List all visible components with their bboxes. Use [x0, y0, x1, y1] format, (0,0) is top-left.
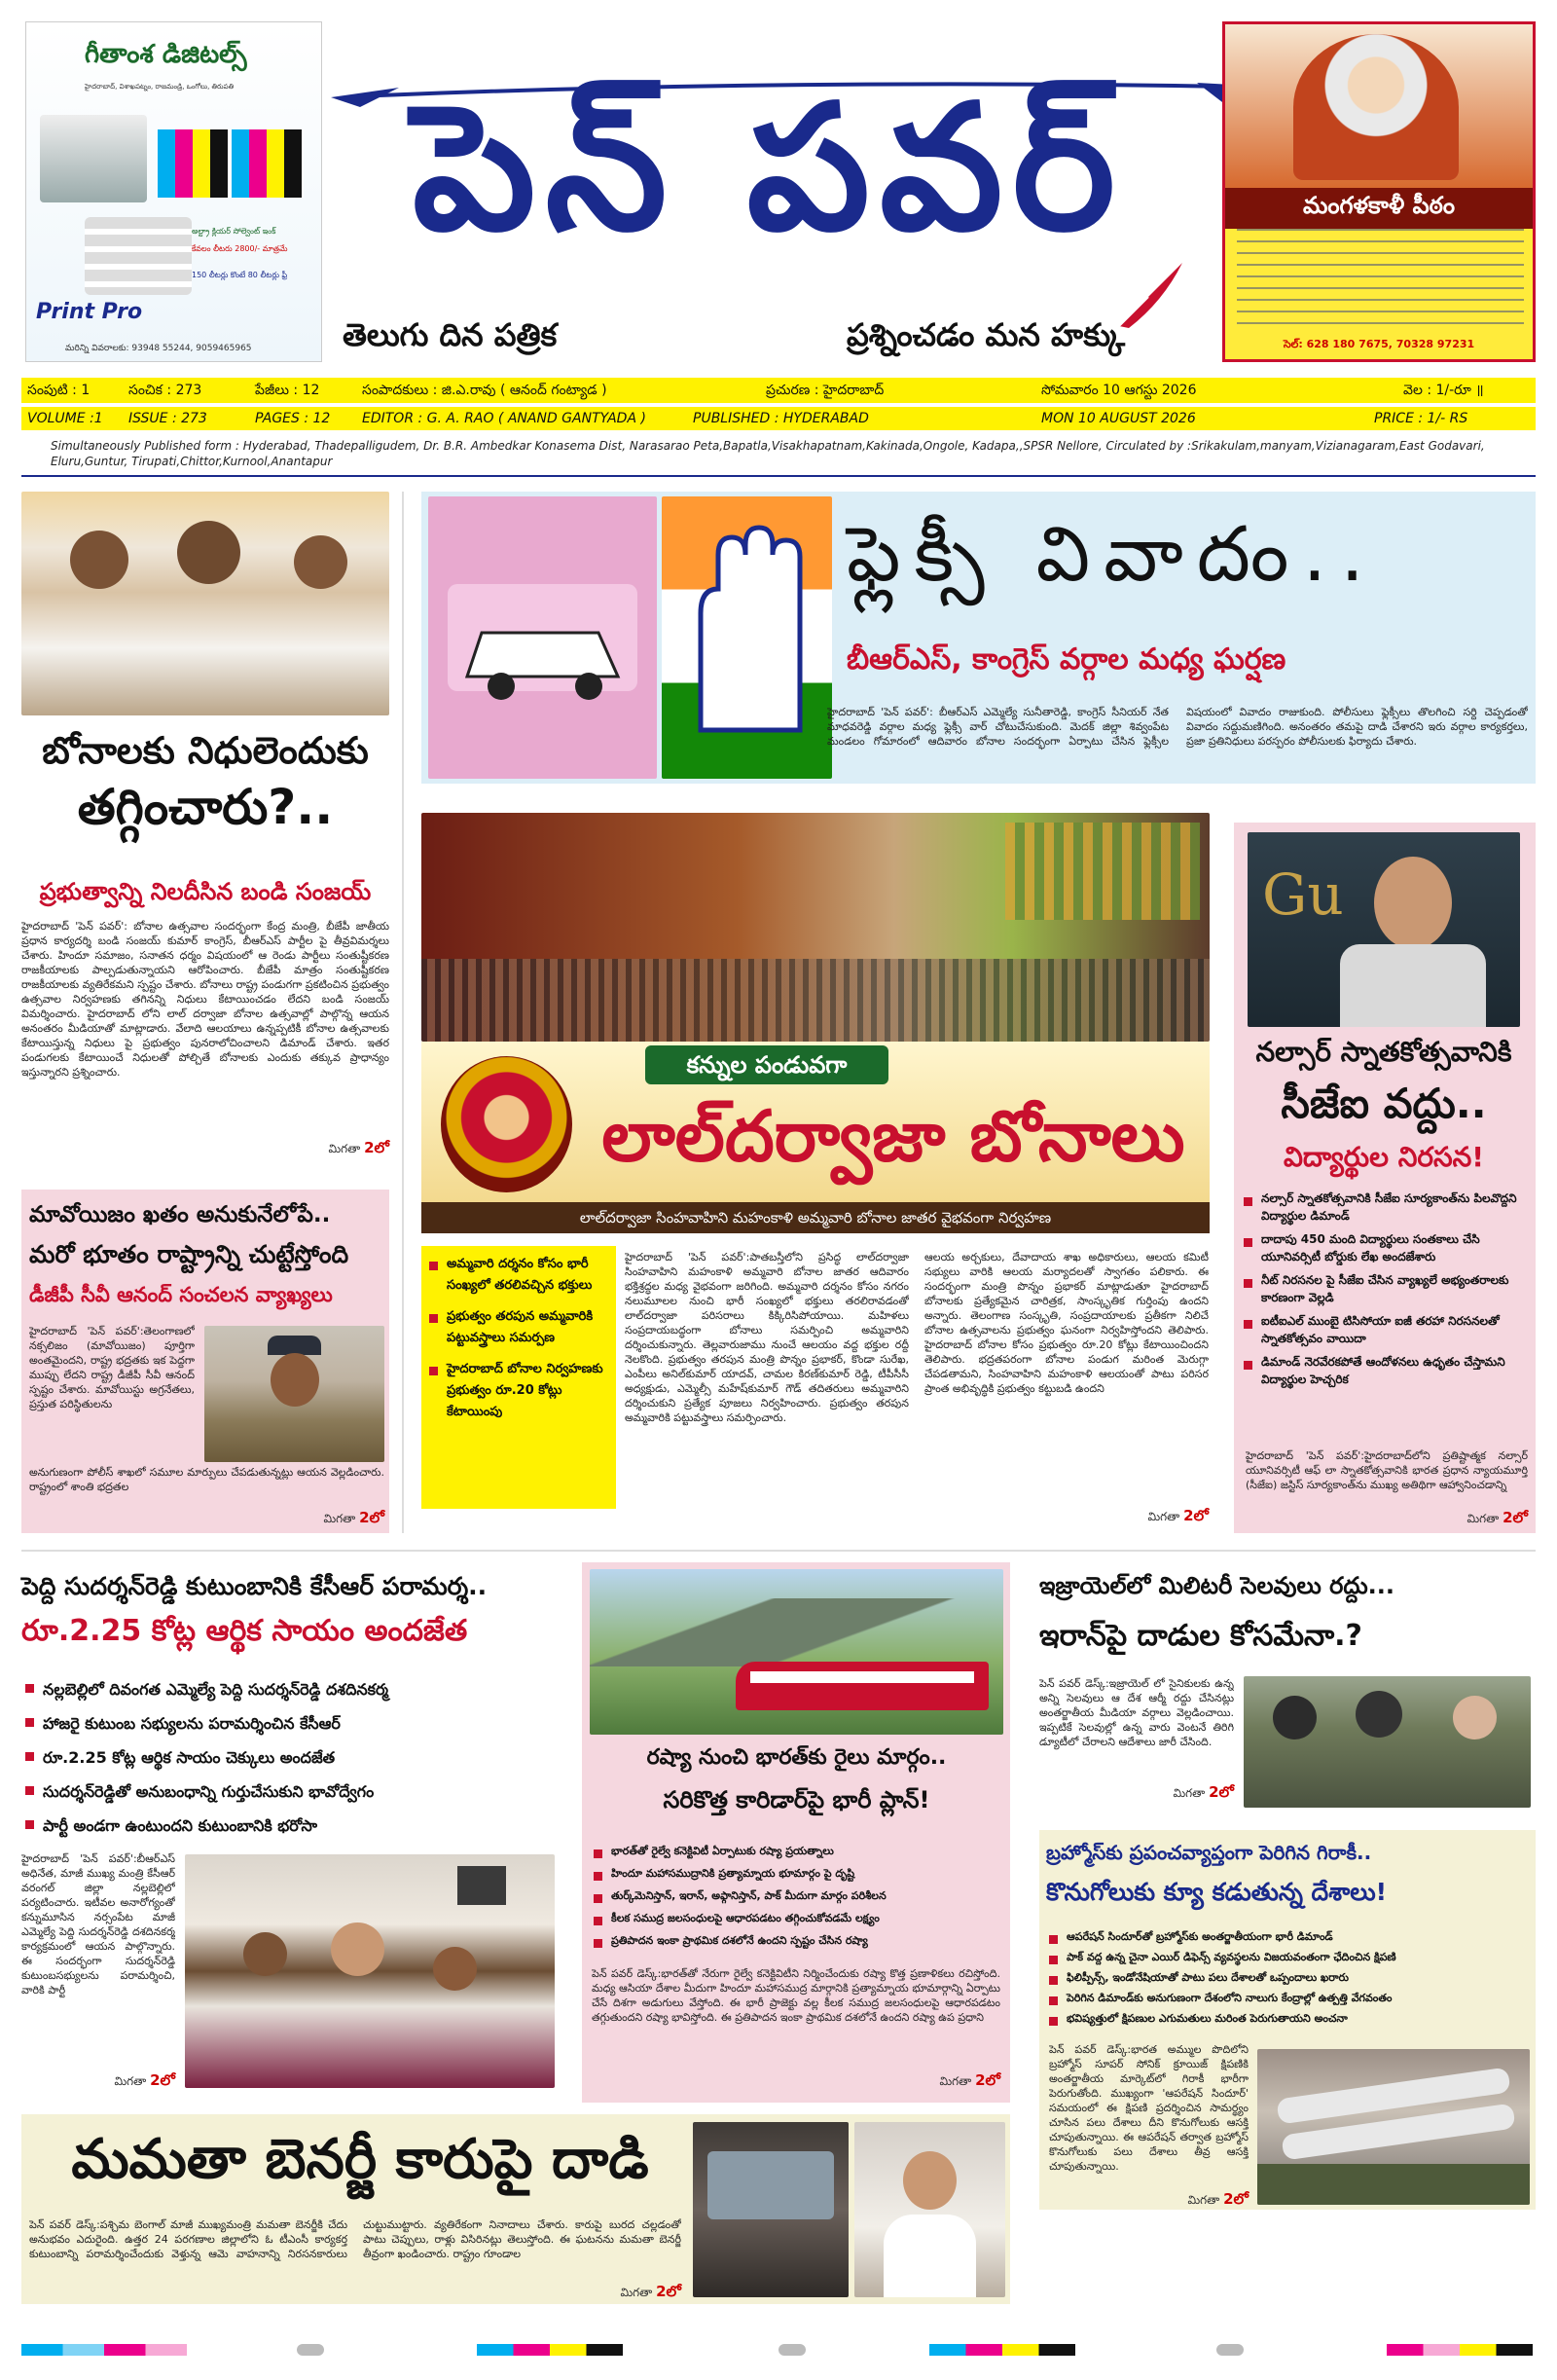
info-editor: సంపాదకులు : జి.ఎ.రావు ( ఆనంద్ గంట్యాడ ): [362, 383, 607, 398]
brahmos-bullet: పాక్ వద్ద ఉన్న చైనా ఎయిర్ డిఫెన్స్ వ్యవస్థలను విజయవంతంగా ఛేదించిన క్షిపణి: [1047, 1948, 1534, 1966]
newspaper-subtitle-left: తెలుగు దిన పత్రిక: [343, 316, 558, 353]
ad-right[interactable]: [1222, 21, 1536, 362]
circulation-line: Simultaneously Published form : Hyderabad, Thadepalligudem, Dr. B.R. Ambedkar Konasema Dist, Narasarao Peta,Bapatla,Visakhapatnam,Kakinada,Ongole, Kadapa,,SPSR Nellore, Circulated by :Srikakulam,manyam,Vizianagaram,East Godavari, Eluru,Guntur, Tirupati,Chittor,Kurnool,Anantapur: [51, 439, 1485, 468]
nalsar-bullets: [1242, 1190, 1530, 1388]
nalsar-bullet: నీట్ నిరసనల పై సీజేఐ చేసిన వ్యాఖ్యలే అభ్యంతరాలకు కారణంగా వెల్లడి: [1242, 1271, 1530, 1306]
kcr-headline: పెద్ది సుదర్శన్‌రెడ్డి కుటుంబానికి కేసీఆర్ పరామర్శ..: [21, 1572, 488, 1600]
flexi-body: హైదరాబాద్ 'పెన్ పవర్': బీఆర్ఎస్ ఎమ్మెల్యే సునీతారెడ్డి, కాంగ్రెస్ సీనియర్ నేత మాధవరెడ్డి వర్గాల మధ్య ఫ్లెక్సీ వార్ చోటుచేసుకుంది. మెదక్ జిల్లా శివ్వంపేట మండలం గోమారంలో ఆదివారం బోనాల సందర్భంగా ఏర్పాటు చేసిన ఫ్లెక్సీల విషయంలో వివాదం రాజుకుంది. పోలీసులు ఫ్లెక్సీలు తొలగించి సర్ది చెప్పడంతో వివాదం సద్దుమణిగింది. అనంతరం తమపై దాడి చేశారని ఇరు వర్గాల కార్యకర్తలు, ప్రజా ప్రతినిధులు పరస్పరం పోలీసులకు ఫిర్యాదు చేశారు.: [827, 706, 1528, 748]
laldarwaza-bullet: ప్రభుత్వం తరపున అమ్మవారికి పట్టువస్త్రాలు సమర్పణ: [427, 1306, 610, 1349]
brahmos-body: పెన్ పవర్ డెస్క్:భారత అమ్ముల పొదిలోని బ్రహ్మోస్ సూపర్ సోనిక్ క్రూయిజ్ క్షిపణికి అంతర్జాతీయ మార్కెట్‌లో గిరాకీ భారీగా పెరుగుతోంది. ముఖ్యంగా 'ఆపరేషన్ సిందూర్' సమయంలో ఈ క్షిపణి ప్రదర్శించిన సామర్థ్యం చూసిన పలు దేశాలు దీని కొనుగోలుకు ఆసక్తి చూపుతున్నాయి. ఈ ఆపరేషన్ తర్వాత బ్రహ్మోస్ కొనుగోలుకు పలు దేశాలు తీవ్ర ఆసక్తి చూపుతున్నాయి.: [1049, 2043, 1249, 2173]
train-bullets: [592, 1842, 1005, 1951]
train-photo: [590, 1569, 1003, 1735]
info-bar-telugu: [21, 378, 1536, 403]
info-pages: పేజీలు : 12: [255, 383, 320, 398]
brahmos-photo: [1257, 2049, 1530, 2205]
ad-left-brand: గీతాంశ డిజిటల్స్: [85, 40, 247, 69]
nalsar-headline-2: సీజేఐ వద్దు..: [1281, 1080, 1487, 1127]
train-bullet: కీలక సముద్ర జలసంధులపై ఆధారపడటం తగ్గించుకోవడమే లక్ష్యం: [592, 1909, 1005, 1928]
info-price: వెల : 1/-రూ ॥: [1403, 383, 1484, 398]
kcr-bullet: పార్టీ అండగా ఉంటుందని కుటుంబానికి భరోసా: [23, 1812, 568, 1840]
info-editor-en: EDITOR : G. A. RAO ( ANAND GANTYADA ): [362, 411, 646, 426]
congress-hand-symbol: [662, 496, 832, 779]
ink-bottles-image: [158, 129, 304, 198]
ad-right-photo: [1293, 34, 1459, 180]
print-color-bar-2: [297, 2344, 324, 2356]
laldarwaza-banner: [421, 1042, 1210, 1202]
maoism-body-1: హైదరాబాద్ 'పెన్ పవర్':తెలంగాణలో నక్సలిజం (మావోయిజం) పూర్తిగా అంతమైందని, రాష్ట్ర భద్రతకు ఇక పెద్దగా ముప్పు లేదని రాష్ట్ర డీజీపీ సీవీ ఆనంద్ స్పష్టం చేశారు. మావోయిస్టు అగ్రనేతలు, ప్రస్తుత పరిస్థితులను: [29, 1325, 195, 1410]
brahmos-bullet: ఆపరేషన్ సిందూర్‌తో బ్రహ్మోస్‌కు అంతర్జాతీయంగా భారీ డిమాండ్: [1047, 1927, 1534, 1946]
bonalu-fund-body: హైదరాబాద్ 'పెన్ పవర్': బోనాల ఉత్సవాల సందర్భంగా కేంద్ర మంత్రి, బీజేపీ జాతీయ ప్రధాన కార్యదర్శి బండి సంజయ్ కుమార్ కాంగ్రెస్, బీఆర్ఎస్ పార్టీల పై తీవ్రవిమర్శలు చేశారు. హిందూ సమాజం, సనాతన ధర్మం విషయంలో ఆ రెండు పార్టీలు సంతుష్టీకరణ రాజకీయాలకు పాల్పడుతున్నాయని ఆరోపించారు. బీజేపీ మాత్రం సంతుష్టీకరణ రాజకీయాలకు వ్యతిరేకమని స్పష్టం చేశారు. బోనాలు రాష్ట్ర పండుగగా ప్రకటించిన ప్రభుత్వం ఉత్సవాల నిర్వహణకు తగినన్ని నిధులు కేటాయించడం లేదని బండి సంజయ్ విమర్శించారు. హైదరాబాద్ లోని లాల్ దర్వాజా బోనాల ఉత్సవాల్లో పాల్గొన్న ఆయన అనంతరం మీడియాతో మాట్లాడారు. వేలాది ఆలయాలు ఉన్నప్పటికీ బోనాల ఉత్సవాలకు కేటాయిస్తున్న నిధులు పై ప్రభుత్వం పునరాలోచించాలని డిమాండ్ చేశారు. ఇతర పండుగలకు కేటాయించే నిధులతో పోల్చితే బోనాలకు ఎందుకు తక్కువ ప్రాధాన్యం ఇస్తున్నారని ప్రశ్నించారు.: [21, 920, 389, 1079]
ad-left[interactable]: [25, 21, 322, 362]
kcr-bullet: హాజరై కుటుంబ సభ్యులను పరామర్శించిన కేసీఆర్: [23, 1710, 568, 1738]
nalsar-bullet: డిమాండ్ నెరవేరకపోతే ఆందోళనలు ఉధృతం చేస్తామని విద్యార్థుల హెచ్చరిక: [1242, 1353, 1530, 1388]
goddess-image: [441, 1056, 572, 1192]
laldarwaza-bullet: అమ్మవారి దర్శనం కోసం భారీ సంఖ్యలో తరలివచ్చిన భక్తులు: [427, 1254, 610, 1297]
info-published: ప్రచురణ : హైదరాబాద్: [766, 383, 885, 398]
nalsar-more: మిగతా 2లో: [1466, 1509, 1528, 1526]
brs-car-symbol: [428, 496, 657, 779]
flexi-headline: ఫ్లెక్సీ వివాదం..: [847, 511, 1379, 599]
israel-more: మిగతా 2లో: [1173, 1783, 1234, 1801]
header-divider: [21, 475, 1536, 477]
mamata-headline: మమతా బెనర్జీ కారుపై దాడి: [71, 2128, 649, 2191]
row-divider: [21, 1550, 1536, 1552]
laldarwaza-photo: [421, 813, 1210, 1042]
kcr-bullet: సుదర్శన్‌రెడ్డితో అనుబంధాన్ని గుర్తుచేసుకుని భావోద్వేగం: [23, 1778, 568, 1806]
info-issue-en: ISSUE : 273: [128, 411, 207, 426]
kcr-bullets: [23, 1676, 568, 1840]
info-issue: సంచిక : 273: [128, 383, 202, 398]
info-price-en: PRICE : 1/- RS: [1374, 411, 1468, 426]
nalsar-bullet: నల్సార్ స్నాతకోత్సవానికి సీజేఐ సూర్యకాంత్‌ను పిలవొద్దని విద్యార్థుల డిమాండ్: [1242, 1190, 1530, 1225]
maoism-headline-1: మావోయిజం ఖతం అనుకునేలోపే..: [29, 1202, 331, 1227]
print-color-bar-7: [1387, 2344, 1533, 2356]
print-color-bar-3: [477, 2344, 623, 2356]
flexi-subhead: బీఆర్ఎస్, కాంగ్రెస్ వర్గాల మధ్య ఘర్షణ: [847, 642, 1286, 677]
train-bullet: హిందూ మహాసముద్రానికి ప్రత్యామ్నాయ భూమార్గం పై దృష్టి: [592, 1864, 1005, 1884]
ad-left-offer3: 150 లీటర్లు కొంటే 80 లీటర్లు ఫ్రీ: [192, 271, 288, 279]
train-body: పెన్ పవర్ డెస్క్:భారత్‌తో నేరుగా రైల్వే కనెక్టివిటీని నిర్మించేందుకు రష్యా కొత్త ప్రణాళికలు రచిస్తోంది. మధ్య ఆసియా దేశాల మీదుగా హిందూ మహాసముద్ర మార్గానికి ప్రత్యామ్నాయ భూమార్గాన్ని ఏర్పాటు చేసే దిశగా అడుగులు వేస్తోంది. ఈ భారీ ప్రాజెక్టు వల్ల కీలక సముద్ర జలసంధులపై ఆధారపడటం తగ్గుతుందని రష్యా భావిస్తోంది. ఈ ప్రతిపాదన ఇంకా ప్రాథమిక దశలోనే ఉందని రష్యా ఉప ప్రధాని: [592, 1967, 1000, 2024]
bonalu-fund-headline-1: బోనాలకు నిధులెందుకు: [42, 729, 369, 772]
nalsar-bullet: దాదాపు 450 మంది విద్యార్థులు సంతకాలు చేసి యూనివర్సిటీ బోర్డుకు లేఖ అందజేశారు: [1242, 1230, 1530, 1265]
maoism-more: మిగతా 2లో: [323, 1509, 384, 1526]
brahmos-more: మిగతా 2లో: [1187, 2190, 1249, 2208]
israel-body: పెన్ పవర్ డెస్క్:ఇజ్రాయెల్ లో సైనికులకు ఉన్న అన్ని సెలవులు ఆ దేశ ఆర్మీ రద్దు చేసినట్లు అంతర్జాతీయ మీడియా వర్గాలు వెల్లడించాయి. ఇప్పటికే సెలవుల్లో ఉన్న వారు వెంటనే తిరిగి డ్యూటీలో చేరాలని ఆదేశాలు జారీ చేసింది.: [1039, 1677, 1234, 1748]
israel-headline-2: ఇరాన్‌పై దాడుల కోసమేనా.?: [1039, 1619, 1362, 1653]
train-bullet: ప్రతిపాదన ఇంకా ప్రాథమిక దశలోనే ఉందని స్పష్టం చేసిన రష్యా: [592, 1931, 1005, 1951]
ad-left-offer2: కేవలం లీటరు 2800/- మాత్రమే: [192, 244, 288, 253]
laldarwaza-more: మిగతా 2లో: [1147, 1507, 1209, 1524]
brahmos-bullet: భవిష్యత్తులో క్షిపణుల ఎగుమతులు మరింత పెరుగుతాయని అంచనా: [1047, 2009, 1534, 2028]
ad-left-logo: Print Pro: [36, 300, 143, 324]
info-published-en: PUBLISHED : HYDERABAD: [693, 411, 869, 426]
column-divider: [402, 492, 404, 1533]
soldiers-photo: [1244, 1676, 1531, 1808]
mamata-photo: [854, 2122, 1005, 2297]
mamata-body: పెన్ పవర్ డెస్క్:పశ్చిమ బెంగాల్ మాజీ ముఖ్యమంత్రి మమతా బెనర్జీకి చేదు అనుభవం ఎదురైంది. ఉత్తర 24 పరగణాల జిల్లాలోని ఓ టీఎంసీ కార్యకర్త కుటుంబాన్ని పరామర్శించేందుకు వెళ్తున్న ఆమె వాహనాన్ని నిరసనకారులు చుట్టుముట్టారు. వ్యతిరేకంగా నినాదాలు చేశారు. కారుపై బురద చల్లడంతో పాటు చెప్పులు, రాళ్లు విసిరినట్లు తెలుస్తోంది. ఈ ఘటనను మమతా బెనర్జీ తీవ్రంగా ఖండించారు. రాష్ట్రం గూండాల: [29, 2218, 681, 2260]
laldarwaza-bullets-box: [421, 1246, 616, 1509]
israel-headline-1: ఇజ్రాయెల్‌లో మిలిటరీ సెలవులు రద్దు...: [1039, 1572, 1394, 1599]
mamata-car-photo: [693, 2122, 849, 2297]
print-color-bar-1: [21, 2344, 187, 2356]
brahmos-bullets: [1047, 1927, 1534, 2028]
train-headline-1: రష్యా నుంచి భారత్‌కు రైలు మార్గం..: [646, 1745, 947, 1770]
nalsar-bullet: ఐటీఐఎల్ ముంబై టిసిసోయా ఐజీ తరహా నిరసనలతో స్నాతకోత్సవం వాయిదా: [1242, 1312, 1530, 1347]
laldarwaza-body-1: హైదరాబాద్ 'పెన్ పవర్':పాతబస్తీలోని ప్రసిద్ధ లాల్‌దర్వాజా సింహవాహిని మహంకాళి అమ్మవారి బోనాల జాతర ఆదివారం భక్తిశ్రద్ధల మధ్య వైభవంగా జరిగింది. అమ్మవారి దర్శనం కోసం నగరం నలుమూలల నుంచి భారీ సంఖ్యలో భక్తులు తరలిరావడంతో లాల్‌దర్వాజా పరిసరాలు కిక్కిరిసిపోయాయి. మహిళలు సంప్రదాయబద్ధంగా బోనాలు సమర్పించి అమ్మవారిని దర్శించుకున్నారు. తెల్లవారుజాము నుంచే ఆలయం వద్ద భక్తుల రద్దీ నెలకొంది. ప్రభుత్వం తరపున మంత్రి పొన్నం ప్రభాకర్, కొండా సురేఖ, ఎంపీలు అనిల్‌కుమార్ యాదవ్, చామల కిరణ్‌కుమార్ రెడ్డి, టీపీసీసీ అధ్యక్షుడు, ఎమ్మెల్సీ మహేష్‌కుమార్ గౌడ్ తదితరులు అమ్మవారిని దర్శించుకుని ప్రత్యేక పూజలు నిర్వహించారు. ప్రభుత్వం తరపున అమ్మవారికి పట్టువస్త్రాలు సమర్పించారు.: [625, 1251, 909, 1424]
info-volume-en: VOLUME :1: [27, 411, 103, 426]
maoism-headline-2: మరో భూతం రాష్ట్రాన్ని చుట్టేస్తోంది: [29, 1240, 349, 1268]
kcr-more: మిగతా 2లో: [114, 2071, 175, 2089]
ad-right-title: మంగళకాళీ పీఠం: [1225, 188, 1533, 229]
info-pages-en: PAGES : 12: [255, 411, 331, 426]
newspaper-title: పెన్ పవర్: [412, 67, 1126, 269]
ad-right-details: [1237, 229, 1524, 326]
nalsar-subhead: విద్యార్థుల నిరసన!: [1283, 1141, 1485, 1173]
info-date: సోమవారం 10 ఆగస్టు 2026: [1041, 383, 1197, 398]
paper-rolls-image: [85, 217, 192, 295]
nalsar-headline-1: నల్సార్ స్నాతకోత్సవానికి: [1255, 1036, 1512, 1068]
bandi-sanjay-photo: [21, 492, 389, 715]
ad-left-contact: మరిన్ని వివరాలకు: 93948 55244, 9059465965: [65, 344, 252, 353]
bonalu-fund-subhead: ప్రభుత్వాన్ని నిలదీసిన బండి సంజయ్: [39, 878, 372, 905]
laldarwaza-bullet: హైదరాబాద్ బోనాల నిర్వహణకు ప్రభుత్వం రూ.20 కోట్లు కేటాయింపు: [427, 1359, 610, 1423]
info-bar-english: [21, 407, 1536, 430]
bonalu-fund-more: మిగతా 2లో: [328, 1139, 389, 1156]
train-bullet: భారత్‌తో రైల్వే కనెక్టివిటీ ఏర్పాటుకు రష్యా ప్రయత్నాలు: [592, 1842, 1005, 1861]
print-color-bar-4: [778, 2344, 806, 2356]
ad-right-phone: సెల్: 628 180 7675, 70328 97231: [1283, 338, 1475, 350]
brahmos-bullet: పెరిగిన డిమాండ్‌కు అనుగుణంగా దేశంలోని నాలుగు కేంద్రాల్లో ఉత్పత్తి వేగవంతం: [1047, 1989, 1534, 2007]
maoism-subhead: డీజీపీ సీవీ ఆనంద్ సంచలన వ్యాఖ్యలు: [29, 1283, 333, 1306]
mamata-more: మిగతా 2లో: [620, 2283, 681, 2300]
ad-left-offer1: అల్ట్రా క్లియర్ సోల్వెంట్ ఇంక్: [192, 227, 276, 236]
train-bullet: తుర్క్‌మెనిస్తాన్, ఇరాన్, అఫ్గానిస్తాన్, పాక్ మీదుగా మార్గం పరిశీలన: [592, 1886, 1005, 1906]
ad-left-tagline: హైదరాబాద్, విశాఖపట్నం, రాజమండ్రి, ఒంగోలు, తిరుపతి: [85, 83, 235, 91]
kcr-body: హైదరాబాద్ 'పెన్ పవర్':బీఆర్ఎస్ అధినేత, మాజీ ముఖ్య మంత్రి కేసీఆర్ వరంగల్ జిల్లా నల్లబెల్లిలో పర్యటించారు. ఇటీవల అనారోగ్యంతో కన్నుమూసిన నర్సంపేట మాజీ ఎమ్మెల్యే పెద్ది సుదర్శన్‌రెడ్డి దశదినకర్మ కార్యక్రమంలో ఆయన పాల్గొన్నారు. ఈ సందర్భంగా సుదర్శన్‌రెడ్డి కుటుంబసభ్యులను పరామర్శించి, వారికి పార్టీ: [21, 1852, 175, 1996]
printer-image: [40, 115, 147, 202]
kcr-subhead: రూ.2.25 కోట్ల ఆర్థిక సాయం అందజేత: [21, 1614, 468, 1648]
brahmos-headline-2: కొనుగోలుకు క్యూ కడుతున్న దేశాలు!: [1046, 1878, 1388, 1906]
brahmos-bullet: ఫిలిప్పీన్స్, ఇండోనేషియాతో పాటు పలు దేశాలతో ఒప్పందాలు ఖరారు: [1047, 1968, 1534, 1987]
maoism-body-2: అనుగుణంగా పోలీస్ శాఖలో సమూల మార్పులు చేపడుతున్నట్లు ఆయన వెల్లడించారు. రాష్ట్రంలో శాంతి భద్రతల: [29, 1466, 384, 1493]
info-vol: సంపుటి : 1: [27, 383, 91, 398]
laldarwaza-body-2: ఆలయ అర్చకులు, దేవాదాయ శాఖ అధికారులు, ఆలయ కమిటీ సభ్యులు వారికి ఆలయ మర్యాదలతో స్వాగతం పలికారు. ఈ సందర్భంగా మంత్రి పొన్నం ప్రభాకర్ మాట్లాడుతూ హైదరాబాద్ బోనాలకు ప్రత్యేకమైన చారిత్రక, సాంస్కృతిక గుర్తింపు ఉందని అన్నారు. తెలంగాణ సంస్కృతి, సంప్రదాయాలకు ప్రతీకగా నిలిచే బోనాల ఉత్సవాలను ప్రభుత్వం ఘనంగా నిర్వహిస్తోందని తెలిపారు. హైదరాబాద్ బోనాల కోసం ప్రభుత్వం రూ.20 కోట్లు కేటాయించిందని తెలిపారు. భద్రతపరంగా బోనాల పండుగ మరింత మెరుగ్గా చేపడతామని, సింహవాహిని మహంకాళి ఆలయంతో పాటు పరిసర ప్రాంత అభివృద్ధికి ప్రభుత్వం కట్టుబడి ఉందని: [924, 1251, 1209, 1395]
laldarwaza-banner-top: కన్నుల పండువగా: [645, 1045, 888, 1084]
newspaper-subtitle-right: ప్రశ్నించడం మన హక్కు: [847, 316, 1126, 353]
train-more: మిగతా 2లో: [939, 2071, 1000, 2089]
kcr-bullet: రూ.2.25 కోట్ల ఆర్థిక సాయం చెక్కులు అందజేత: [23, 1744, 568, 1772]
kcr-bullet: నల్లబెల్లిలో దివంగత ఎమ్మెల్యే పెద్ది సుదర్శన్‌రెడ్డి దశదినకర్మ: [23, 1676, 568, 1703]
laldarwaza-caption: లాల్‌దర్వాజా సింహవాహిని మహంకాళి అమ్మవారి బోనాల జాతర వైభవంగా నిర్వహణ: [421, 1202, 1210, 1233]
kcr-photo: [185, 1854, 555, 2088]
dgp-photo: [204, 1326, 384, 1462]
cji-photo: Gu: [1248, 832, 1520, 1027]
train-headline-2: సరికొత్త కారిడార్‌పై భారీ ప్లాన్!: [663, 1786, 930, 1813]
print-color-bar-6: [1216, 2344, 1244, 2356]
bonalu-fund-headline-2: తగ్గించారు?..: [77, 779, 334, 835]
nalsar-body: హైదరాబాద్ 'పెన్ పవర్':హైదరాబాద్‌లోని ప్రతిష్టాత్మక నల్సార్ యూనివర్సిటీ ఆఫ్ లా స్నాతకోత్సవానికి భారత ప్రధాన న్యాయమూర్తి (సీజేఐ) జస్టిస్ సూర్యకాంత్‌ను ముఖ్య అతిథిగా ఆహ్వానించడాన్ని: [1246, 1449, 1528, 1491]
brahmos-headline-1: బ్రహ్మోస్‌కు ప్రపంచవ్యాప్తంగా పెరిగిన గిరాకీ..: [1046, 1841, 1372, 1864]
info-date-en: MON 10 AUGUST 2026: [1041, 411, 1196, 426]
laldarwaza-banner-main: లాల్‌దర్వాజా బోనాలు: [601, 1095, 1185, 1177]
print-color-bar-5: [929, 2344, 1075, 2356]
